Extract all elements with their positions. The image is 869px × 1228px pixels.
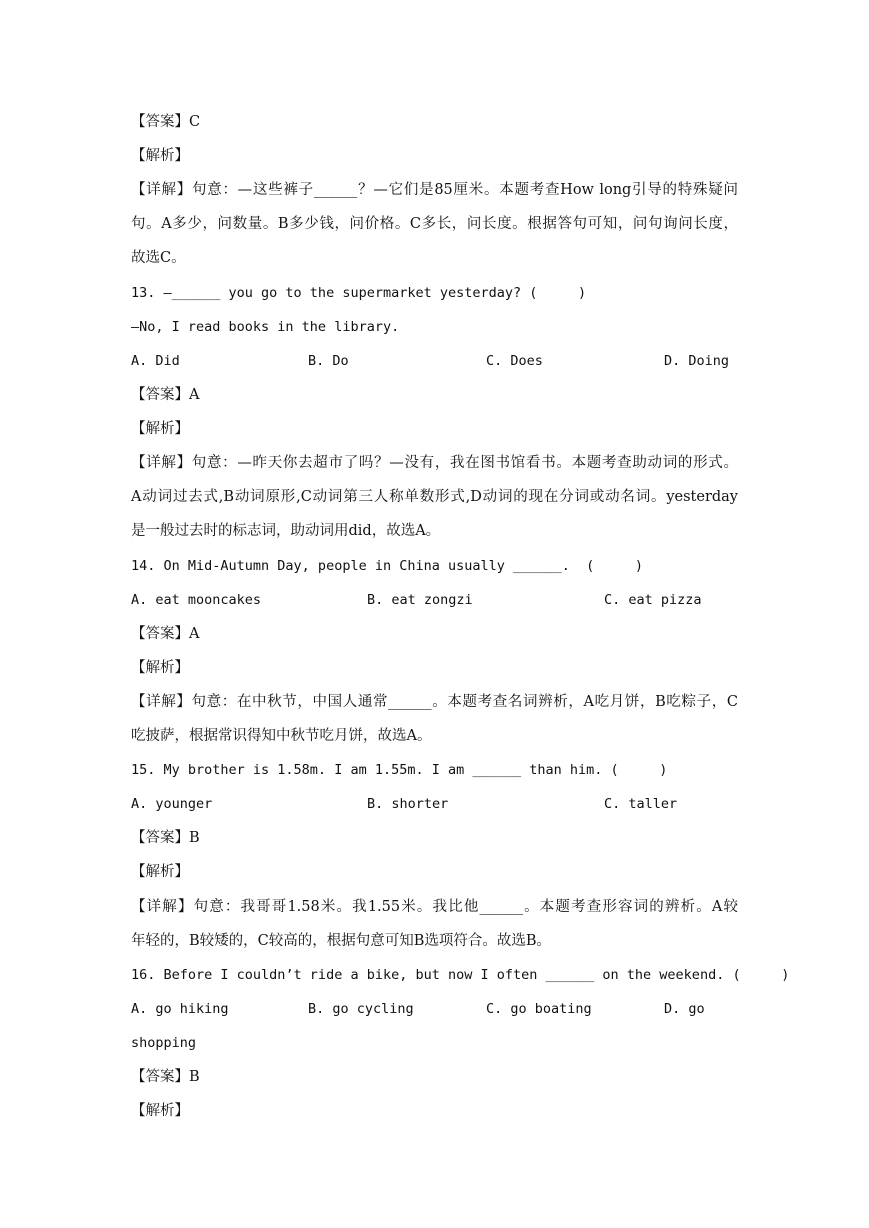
q14-detail-line1: 【详解】句意：在中秋节，中国人通常______。本题考查名词辨析，A吃月饼，B吃粽子，C: [131, 694, 738, 710]
q15-option-b: B. shorter: [367, 796, 449, 812]
q14-answer: 【答案】A: [131, 626, 200, 642]
q16-option-a: A. go hiking: [131, 1001, 229, 1017]
q12-detail-line2: 句。A多少，问数量。B多少钱，问价格。C多长，问长度。根据答句可知，问句询问长度，: [131, 216, 738, 232]
q15-answer: 【答案】B: [131, 830, 200, 846]
q13-detail-line1: 【详解】句意：—昨天你去超市了吗？—没有，我在图书馆看书。本题考查助动词的形式。: [131, 455, 738, 471]
q16-option-d: D. go: [664, 1001, 705, 1017]
q12-detail-line1: 【详解】句意：—这些裤子______？—它们是85厘米。本题考查How long引导的特殊疑问: [131, 182, 738, 198]
q13-option-c: C. Does: [486, 353, 543, 369]
q14-option-a: A. eat mooncakes: [131, 592, 262, 608]
q15-option-a: A. younger: [131, 796, 213, 812]
q16-stem: 16. Before I couldn’t ride a bike, but now I often ______ on the weekend. ( ): [131, 967, 790, 983]
q16-option-c: C. go boating: [486, 1001, 592, 1017]
q12-answer: 【答案】C: [131, 114, 201, 130]
q15-stem: 15. My brother is 1.58m. I am 1.55m. I am ______ than him. ( ): [131, 762, 668, 778]
q13-detail-line2: A动词过去式,B动词原形,C动词第三人称单数形式,D动词的现在分词或动名词。yesterday: [131, 489, 738, 505]
q13-option-d: D. Doing: [664, 353, 730, 369]
q13-stem: 13. —______ you go to the supermarket yesterday? ( ): [131, 285, 587, 301]
q12-analysis-label: 【解析】: [131, 148, 189, 164]
q16-option-d-wrap: shopping: [131, 1035, 197, 1051]
q13-stem-reply: —No, I read books in the library.: [131, 319, 400, 335]
q15-detail-line1: 【详解】句意：我哥哥1.58米。我1.55米。我比他______。本题考查形容词的辨析。A较: [131, 899, 738, 915]
q14-stem: 14. On Mid-Autumn Day, people in China usually ______. ( ): [131, 558, 644, 574]
q12-detail-line3: 故选C。: [131, 250, 186, 266]
q13-option-a: A. Did: [131, 353, 180, 369]
q14-analysis-label: 【解析】: [131, 660, 189, 676]
q16-option-b: B. go cycling: [308, 1001, 414, 1017]
q14-detail-line2: 吃披萨，根据常识得知中秋节吃月饼，故选A。: [131, 728, 432, 744]
q14-option-c: C. eat pizza: [604, 592, 702, 608]
q13-analysis-label: 【解析】: [131, 421, 189, 437]
q13-answer: 【答案】A: [131, 387, 200, 403]
q15-detail-line2: 年轻的，B较矮的，C较高的，根据句意可知B选项符合。故选B。: [131, 933, 552, 949]
q14-option-b: B. eat zongzi: [367, 592, 473, 608]
q15-option-c: C. taller: [604, 796, 678, 812]
q16-analysis-label: 【解析】: [131, 1103, 189, 1119]
q13-detail-line3: 是一般过去时的标志词，助动词用did，故选A。: [131, 523, 441, 539]
q15-analysis-label: 【解析】: [131, 864, 189, 880]
q16-answer: 【答案】B: [131, 1069, 200, 1085]
q13-option-b: B. Do: [308, 353, 349, 369]
